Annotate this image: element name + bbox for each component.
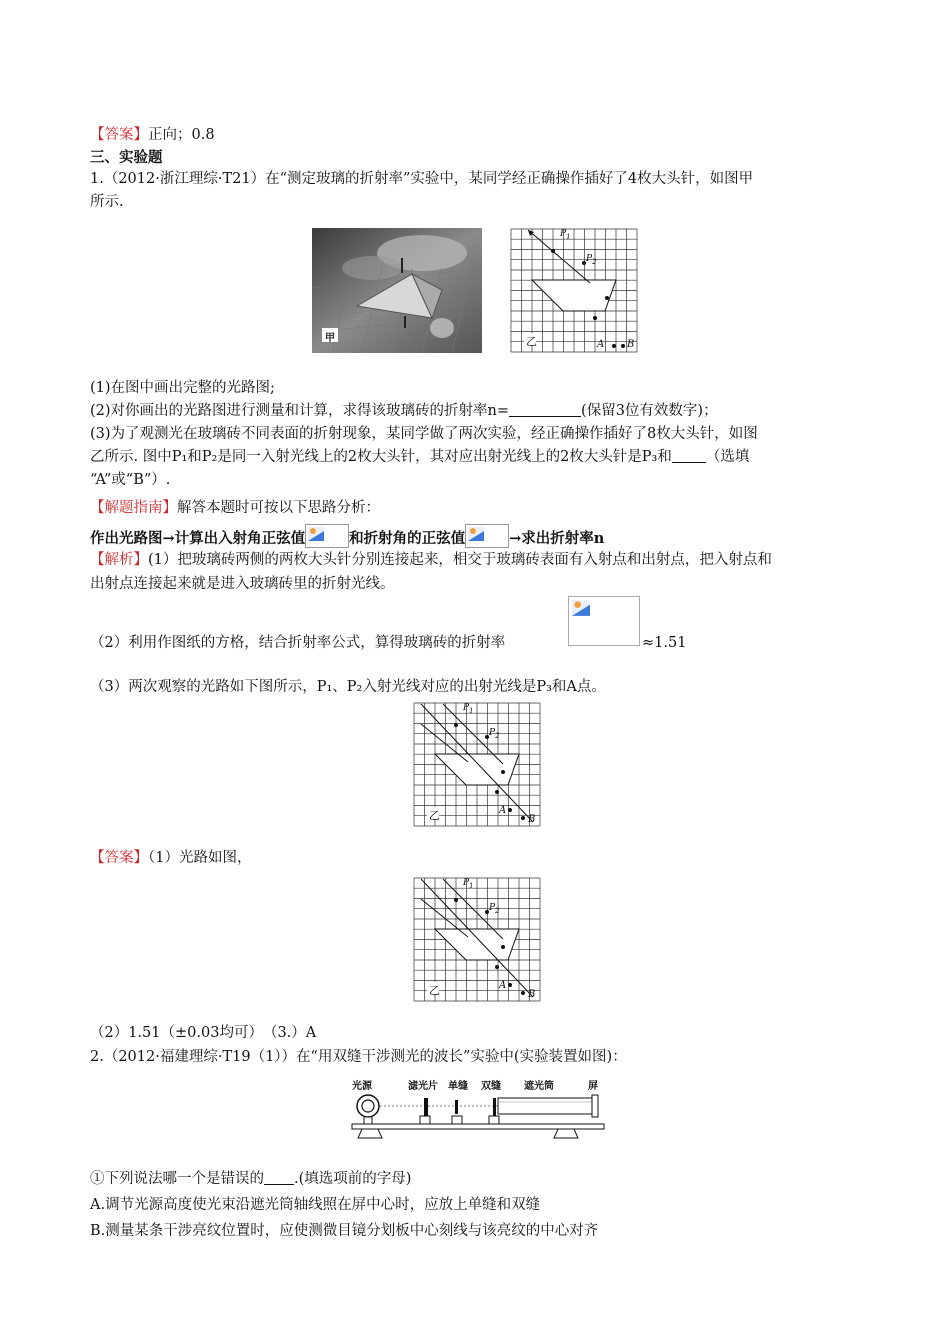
answer-line1: 【答案】（1）光路如图， (90, 850, 252, 866)
p1-label: $P_1$ (463, 703, 474, 715)
answer-blank[interactable] (509, 402, 581, 417)
grid-label: 乙 (526, 335, 537, 348)
flow-line: 作出光路图→计算出入射角正弦值 和折射角的正弦值 →求出折射率n (90, 524, 604, 548)
answer-blank[interactable] (672, 448, 706, 463)
apparatus-figure (348, 1074, 608, 1146)
q1-item3-line3: “A”或“B”）. (90, 472, 171, 488)
answer-blank[interactable] (264, 1170, 294, 1185)
grid-figure-q (510, 228, 638, 353)
q1-item2: (2)对你画出的光路图进行测量和计算，求得该玻璃砖的折射率n= (保留3位有效数字)； (90, 403, 718, 419)
formula-image (465, 524, 509, 548)
q1-line1: 1.（2012·浙江理综·T21）在“测定玻璃的折射率”实验中，某同学经正确操作插好了4枚大头针，如图甲 (90, 171, 754, 187)
label-screen: 屏 (588, 1081, 598, 1092)
a-label: A (499, 805, 507, 816)
answer-tag: 【答案】 (90, 127, 148, 143)
grid-figure-answer (413, 877, 541, 1002)
label-tube: 遮光筒 (524, 1081, 554, 1092)
photo-jia (312, 228, 482, 353)
p1-label: $P_1$ (463, 878, 474, 890)
q2-item1: ①下列说法哪一个是错误的 .(填选项前的字母) (90, 1171, 412, 1187)
label-single-slit: 单缝 (448, 1081, 468, 1092)
label-filter: 滤光片 (408, 1081, 438, 1092)
photo-label: 甲 (325, 333, 335, 344)
b-label: B (627, 339, 635, 350)
guide-line: 【解题指南】解答本题时可按以下思路分析： (90, 500, 380, 516)
analysis-line2: （2）利用作图纸的方格，结合折射率公式，算得玻璃砖的折射率 (90, 635, 506, 651)
analysis-line1b: 出射点连接起来就是进入玻璃砖里的折射光线。 (90, 576, 395, 592)
q1-line2: 所示. (90, 194, 124, 210)
grid-label: 乙 (429, 809, 440, 822)
answer-line2: （2）1.51（±0.03均可） （3.）A (90, 1025, 317, 1041)
q2-option-a: A.调节光源高度使光束沿遮光筒轴线照在屏中心时，应放上单缝和双缝 (90, 1197, 541, 1213)
p2-label: $P_2$ (489, 903, 500, 915)
label-double-slit: 双缝 (481, 1081, 501, 1092)
q2-option-b: B.测量某条干涉亮纹位置时，应使测微目镜分划板中心刻线与该亮纹的中心对齐 (90, 1223, 599, 1239)
answer-text: 正向；0.8 (148, 127, 215, 143)
a-label: A (597, 339, 605, 350)
grid-label: 乙 (429, 984, 440, 997)
analysis-approx: ≈1.51 (642, 635, 687, 651)
formula-image (305, 524, 349, 548)
analysis-line3: （3）两次观察的光路如下图所示，P₁、P₂入射光线对应的出射光线是P₃和A点。 (90, 679, 606, 695)
prev-answer-line (90, 126, 215, 144)
label-light-source: 光源 (352, 1081, 372, 1092)
p1-label: $P_1$ (560, 229, 571, 241)
b-label: B (528, 814, 536, 825)
b-label: B (528, 989, 536, 1000)
q1-item3-line2: 乙所示. 图中P₁和P₂是同一入射光线上的2枚大头针，其对应出射光线上的2枚大头针是P₃和 （选填 (90, 449, 750, 465)
a-label: A (499, 980, 507, 991)
p2-label: $P_2$ (489, 728, 500, 740)
p2-label: $P_2$ (586, 254, 597, 266)
q1-item3-line1: (3)为了观测光在玻璃砖不同表面的折射现象，某同学做了两次实验，经正确操作插好了8枚大头针，如图 (90, 426, 758, 442)
analysis-line1: 【解析】(1）把玻璃砖两侧的两枚大头针分别连接起来，相交于玻璃砖表面有入射点和出射点，把入射点和 (90, 552, 772, 568)
formula-image-large (568, 596, 640, 646)
q2-line1: 2.（2012·福建理综·T19（1））在“用双缝干涉测光的波长”实验中(实验装置如图)： (90, 1049, 627, 1065)
q1-item1: (1)在图中画出完整的光路图; (90, 380, 275, 396)
grid-figure-analysis (413, 702, 541, 827)
section-title: 三、实验题 (90, 149, 163, 166)
